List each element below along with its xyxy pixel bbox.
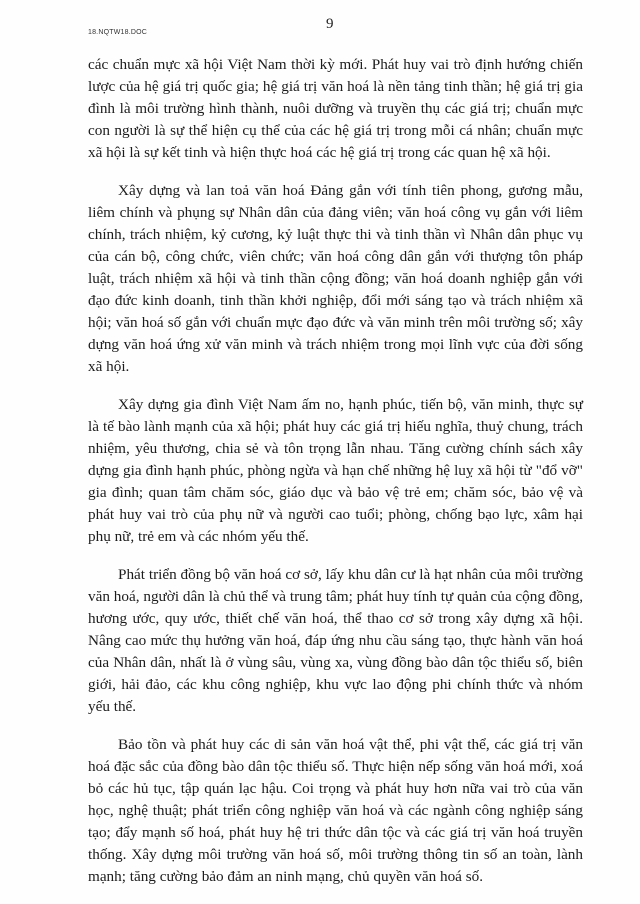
page-number: 9	[326, 16, 334, 32]
paragraph-family: Xây dựng gia đình Việt Nam ấm no, hạnh phúc, tiến bộ, văn minh, thực sự là tế bào lành mạnh của xã hội; phát huy các giá trị hiếu nghĩa, thuỷ chung, trách nhiệm, yêu thương, chia sẻ và tôn trọng lẫn nhau. Tăng cường chính sách xây dựng gia đình hạnh phúc, phòng ngừa và hạn chế những hệ luỵ xã hội từ "đổ vỡ" gia đình; quan tâm chăm sóc, giáo dục và bảo vệ trẻ em; chăm sóc, bảo vệ và phát huy vai trò của phụ nữ và người cao tuổi; phòng, chống bạo lực, xâm hại phụ nữ, trẻ em và các nhóm yếu thế.	[88, 396, 583, 545]
paragraph-party-culture: Xây dựng và lan toả văn hoá Đảng gắn với tính tiên phong, gương mẫu, liêm chính và phụng sự Nhân dân của đảng viên; văn hoá công vụ gắn với liêm chính, trách nhiệm, kỷ cương, kỷ luật thực thi và tinh thần vì Nhân dân phục vụ của cán bộ, công chức, viên chức; văn hoá công dân gắn với thượng tôn pháp luật, trách nhiệm xã hội và tinh thần cộng đồng; văn hoá doanh nghiệp gắn với đạo đức kinh doanh, tinh thần khởi nghiệp, đổi mới sáng tạo và trách nhiệm xã hội; văn hoá số gắn với chuẩn mực đạo đức và văn minh trên môi trường số; xây dựng văn hoá ứng xử văn minh và trách nhiệm trong mọi lĩnh vực của đời sống xã hội.	[88, 182, 583, 375]
document-body	[88, 54, 583, 888]
document-code: 18.NQTW18.DOC	[88, 29, 147, 36]
paragraph-grassroots-culture: Phát triển đồng bộ văn hoá cơ sở, lấy khu dân cư là hạt nhân của môi trường văn hoá, người dân là chủ thể và trung tâm; phát huy tính tự quản của cộng đồng, hương ước, quy ước, thiết chế văn hoá, thể thao cơ sở trong xây dựng xã hội. Nâng cao mức thụ hưởng văn hoá, đáp ứng nhu cầu sáng tạo, thực hành văn hoá của Nhân dân, nhất là ở vùng sâu, vùng xa, vùng đồng bào dân tộc thiểu số, biên giới, hải đảo, các khu công nghiệp, khu vực lao động phi chính thức và nhóm yếu thế.	[88, 566, 583, 715]
paragraph-continuation: các chuẩn mực xã hội Việt Nam thời kỳ mới. Phát huy vai trò định hướng chiến lược của hệ giá trị quốc gia; hệ giá trị văn hoá là nền tảng tinh thần; hệ giá trị gia đình là môi trường hình thành, nuôi dưỡng và truyền thụ các giá trị; chuẩn mực con người là sự thể hiện cụ thể của các hệ giá trị trong mỗi cá nhân; chuẩn mực xã hội là sự kết tinh và hiện thực hoá các hệ giá trị trong các quan hệ xã hội.	[88, 56, 583, 161]
paragraph-heritage: Bảo tồn và phát huy các di sản văn hoá vật thể, phi vật thể, các giá trị văn hoá đặc sắc của đồng bào dân tộc thiểu số. Thực hiện nếp sống văn hoá mới, xoá bỏ các hủ tục, tập quán lạc hậu. Coi trọng và phát huy hơn nữa vai trò của văn học, nghệ thuật; phát triển công nghiệp văn hoá và các ngành công nghiệp sáng tạo; đẩy mạnh số hoá, phát huy hệ tri thức dân tộc và các giá trị văn hoá truyền thống. Xây dựng môi trường văn hoá số, môi trường thông tin số an toàn, lành mạnh; tăng cường bảo đảm an ninh mạng, chủ quyền văn hoá số.	[88, 736, 583, 885]
